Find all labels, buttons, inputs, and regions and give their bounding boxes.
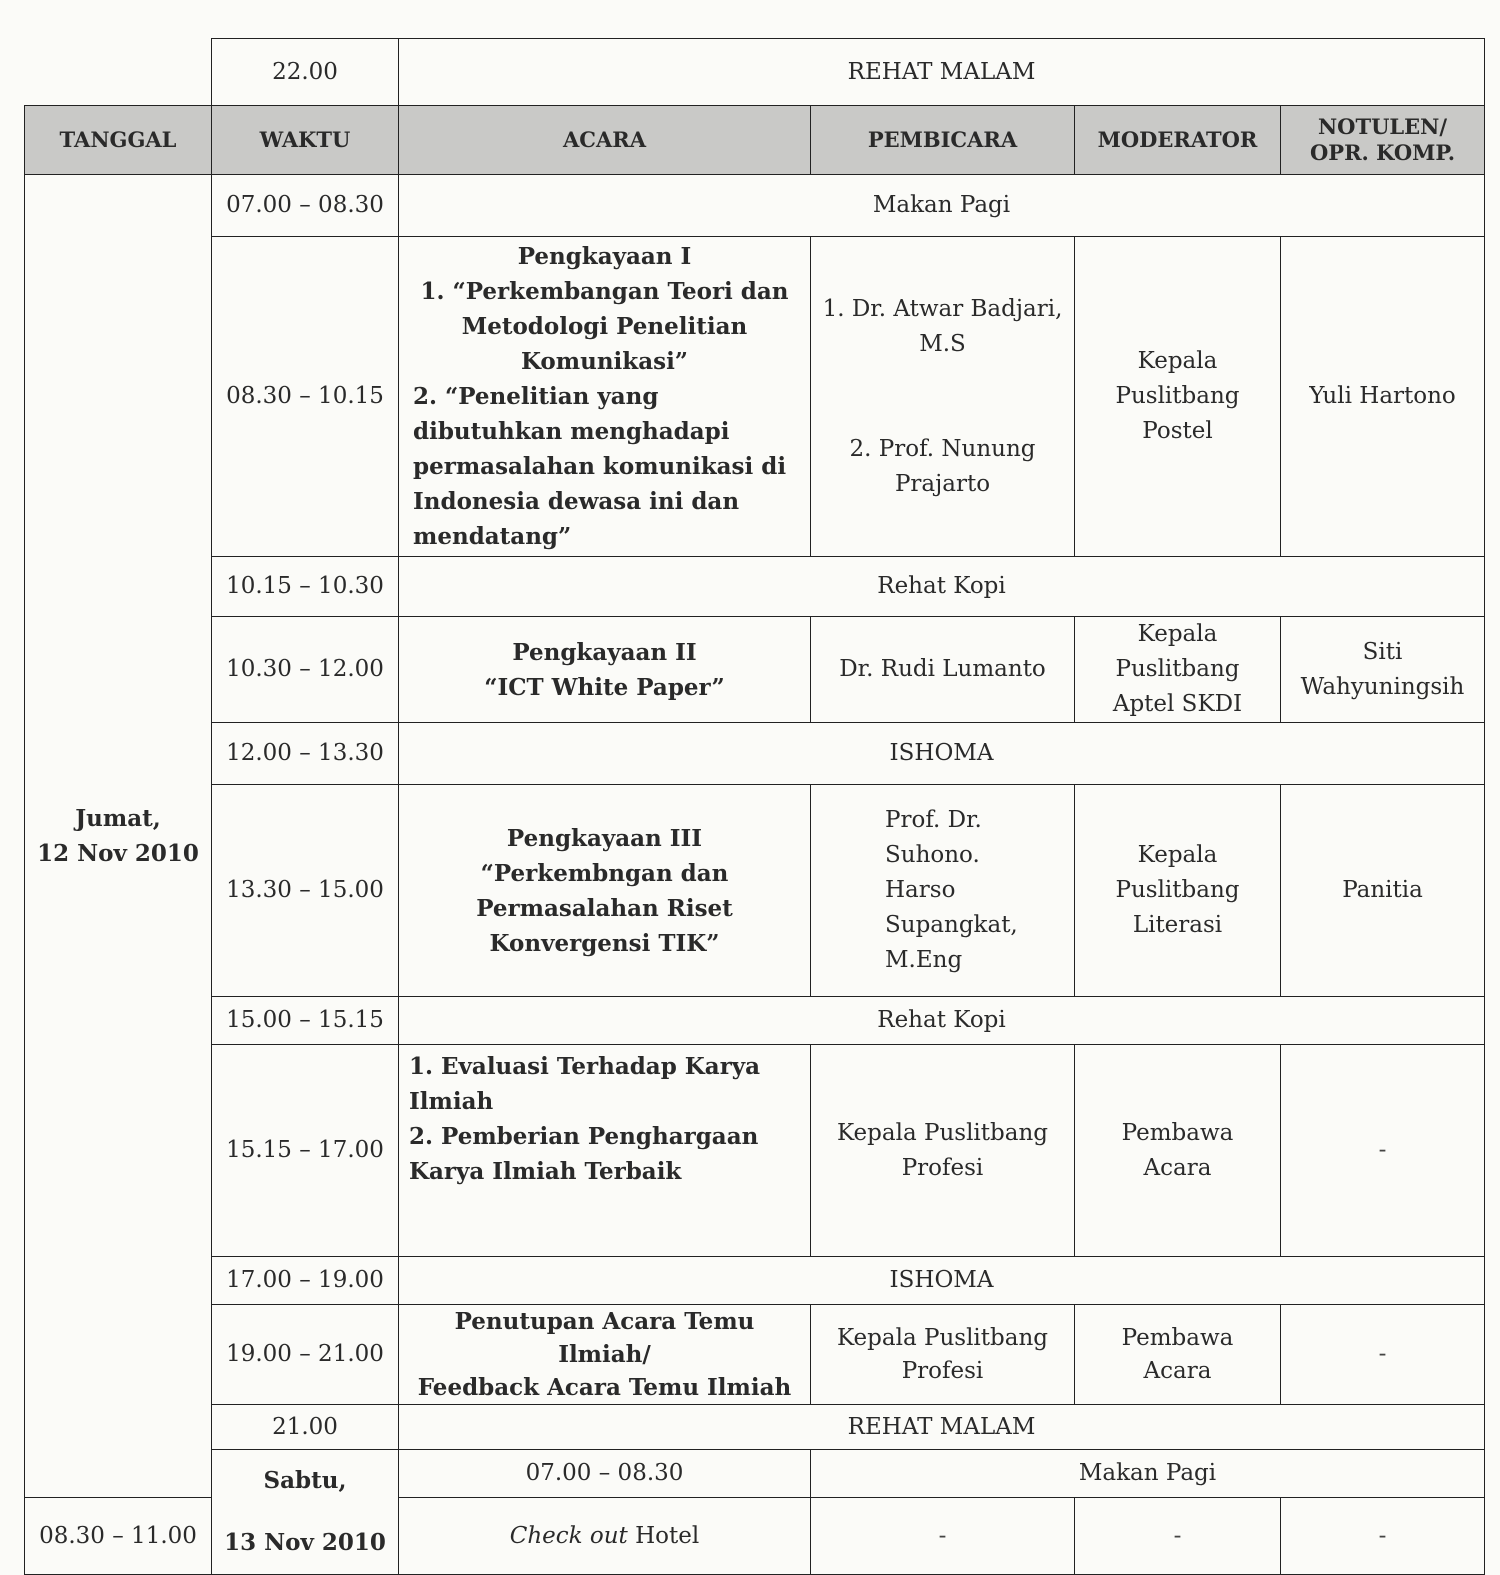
table-row — [25, 1405, 1485, 1450]
date-line1: Jumat, — [75, 805, 161, 833]
event-cell: Makan Pagi — [399, 175, 1485, 237]
moderator-line: Pembawa — [1121, 1324, 1234, 1351]
moderator-cell — [1075, 1305, 1281, 1405]
event-cell: ISHOMA — [399, 1257, 1485, 1305]
pembicara-cell — [811, 1045, 1075, 1257]
acara-line: Ilmiah — [409, 1088, 494, 1115]
table-row — [25, 617, 1485, 723]
blank-cell — [25, 39, 212, 106]
pembicara-line: Profesi — [901, 1154, 984, 1181]
date-line2: 12 Nov 2010 — [37, 840, 199, 868]
header-moderator: MODERATOR — [1075, 106, 1281, 175]
table-row — [25, 1045, 1485, 1257]
time-cell: 13.30 – 15.00 — [212, 785, 399, 997]
pembicara-line: Harso — [885, 877, 956, 903]
moderator-line: Aptel SKDI — [1112, 691, 1243, 717]
moderator-line: Puslitbang — [1115, 656, 1240, 682]
time-cell: 19.00 – 21.00 — [212, 1305, 399, 1405]
pembicara-line: Suhono. — [885, 842, 980, 868]
moderator-line: Postel — [1142, 418, 1213, 444]
acara-line: 1. Evaluasi Terhadap Karya — [409, 1053, 761, 1080]
time-cell: 15.00 – 15.15 — [212, 997, 399, 1045]
acara-line: “ICT White Paper” — [484, 673, 725, 701]
header-row — [25, 106, 1485, 175]
moderator-cell — [1075, 237, 1281, 557]
acara-line: Pengkayaan III — [506, 824, 703, 852]
pembicara-cell: - — [811, 1498, 1075, 1575]
notulen-cell: - — [1281, 1498, 1485, 1575]
table-row — [25, 723, 1485, 785]
header-acara: ACARA — [399, 106, 811, 175]
table-row — [25, 175, 1485, 237]
moderator-line: Acara — [1143, 1154, 1212, 1181]
header-tanggal: TANGGAL — [25, 106, 212, 175]
acara-rest: Hotel — [627, 1522, 700, 1549]
acara-cell — [399, 617, 811, 723]
pembicara-line: Prajarto — [894, 470, 991, 497]
pembicara-cell — [811, 237, 1075, 557]
time-cell: 10.30 – 12.00 — [212, 617, 399, 723]
header-notulen — [1281, 106, 1485, 175]
date-line2: 13 Nov 2010 — [224, 1529, 386, 1556]
header-notulen-line1: NOTULEN/ — [1317, 114, 1448, 139]
time-cell: 10.15 – 10.30 — [212, 557, 399, 617]
table-row — [25, 1305, 1485, 1405]
acara-line: Permasalahan Riset — [476, 894, 733, 922]
acara-line: dibutuhkan menghadapi — [413, 418, 730, 445]
notulen-line: Wahyuningsih — [1300, 673, 1465, 700]
acara-line: Komunikasi” — [520, 348, 689, 375]
header-notulen-line2: OPR. KOMP. — [1310, 140, 1456, 165]
moderator-line: Literasi — [1132, 912, 1223, 938]
header-waktu: WAKTU — [212, 106, 399, 175]
table-row — [25, 1257, 1485, 1305]
acara-line: Karya Ilmiah Terbaik — [409, 1158, 682, 1185]
header-pembicara: PEMBICARA — [811, 106, 1075, 175]
pembicara-line: Kepala Puslitbang — [836, 1119, 1048, 1146]
notulen-line: Siti — [1362, 638, 1403, 665]
schedule-table — [24, 38, 1485, 1575]
pembicara-line: Prof. Dr. — [885, 807, 982, 833]
pembicara-line: M.S — [919, 330, 966, 357]
event-cell: Rehat Kopi — [399, 997, 1485, 1045]
date-line1: Sabtu, — [263, 1467, 347, 1494]
acara-line: mendatang” — [413, 523, 572, 550]
event-cell: REHAT MALAM — [399, 1405, 1485, 1450]
acara-cell — [399, 1498, 811, 1575]
moderator-line: Puslitbang — [1115, 383, 1240, 409]
notulen-cell: Panitia — [1281, 785, 1485, 997]
pembicara-line: M.Eng — [885, 947, 963, 973]
time-cell: 07.00 – 08.30 — [212, 175, 399, 237]
pembicara-cell — [811, 785, 1075, 997]
event-cell: Makan Pagi — [811, 1450, 1485, 1498]
acara-cell — [399, 1305, 811, 1405]
notulen-cell: - — [1281, 1045, 1485, 1257]
table-row — [25, 1450, 1485, 1498]
pembicara-line: 1. Dr. Atwar Badjari, — [822, 295, 1063, 322]
moderator-cell — [1075, 1045, 1281, 1257]
notulen-cell — [1281, 617, 1485, 723]
acara-line: 2. “Penelitian yang — [413, 383, 659, 410]
moderator-cell: - — [1075, 1498, 1281, 1575]
date-cell-day1 — [25, 175, 212, 1498]
acara-line: Penutupan Acara Temu Ilmiah/ — [454, 1308, 755, 1368]
pembicara-cell: Dr. Rudi Lumanto — [811, 617, 1075, 723]
acara-line: Feedback Acara Temu Ilmiah — [417, 1374, 792, 1401]
time-cell: 12.00 – 13.30 — [212, 723, 399, 785]
acara-line: 2. Pemberian Penghargaan — [409, 1123, 759, 1150]
acara-line: Metodologi Penelitian — [461, 313, 748, 340]
acara-cell — [399, 1045, 811, 1257]
time-cell: 07.00 – 08.30 — [399, 1450, 811, 1498]
acara-line: Indonesia dewasa ini dan — [413, 488, 740, 515]
moderator-line: Puslitbang — [1115, 877, 1240, 903]
time-cell: 08.30 – 10.15 — [212, 237, 399, 557]
moderator-line: Acara — [1143, 1357, 1212, 1384]
time-cell: 21.00 — [212, 1405, 399, 1450]
pembicara-line: Supangkat, — [885, 912, 1018, 938]
acara-line: Pengkayaan I — [517, 243, 692, 270]
moderator-line: Pembawa — [1121, 1119, 1234, 1146]
time-cell: 08.30 – 11.00 — [25, 1498, 212, 1575]
event-cell: Rehat Kopi — [399, 557, 1485, 617]
time-cell: 17.00 – 19.00 — [212, 1257, 399, 1305]
notulen-cell: Yuli Hartono — [1281, 237, 1485, 557]
notulen-cell: - — [1281, 1305, 1485, 1405]
acara-cell — [399, 237, 811, 557]
moderator-line: Kepala — [1137, 348, 1218, 374]
acara-line: Pengkayaan II — [512, 638, 697, 666]
table-row — [25, 39, 1485, 106]
event-cell: REHAT MALAM — [399, 39, 1485, 106]
table-row — [25, 997, 1485, 1045]
time-cell: 15.15 – 17.00 — [212, 1045, 399, 1257]
acara-line: 1. “Perkembangan Teori dan — [420, 278, 789, 305]
moderator-cell — [1075, 785, 1281, 997]
pembicara-line: 2. Prof. Nunung — [849, 435, 1036, 462]
moderator-line: Kepala — [1137, 842, 1218, 868]
acara-cell — [399, 785, 811, 997]
pembicara-cell — [811, 1305, 1075, 1405]
pembicara-line: Kepala Puslitbang — [836, 1324, 1048, 1351]
date-cell-day2 — [212, 1450, 399, 1575]
table-row — [25, 557, 1485, 617]
acara-italic: Check out — [509, 1522, 628, 1549]
table-row — [25, 785, 1485, 997]
table-row — [25, 237, 1485, 557]
time-cell: 22.00 — [212, 39, 399, 106]
pembicara-line: Profesi — [901, 1357, 984, 1384]
moderator-line: Kepala — [1137, 621, 1218, 647]
event-cell: ISHOMA — [399, 723, 1485, 785]
acara-line: “Perkembngan dan — [480, 859, 729, 887]
acara-line: Konvergensi TIK” — [489, 929, 720, 957]
acara-line: permasalahan komunikasi di — [413, 453, 787, 480]
moderator-cell — [1075, 617, 1281, 723]
